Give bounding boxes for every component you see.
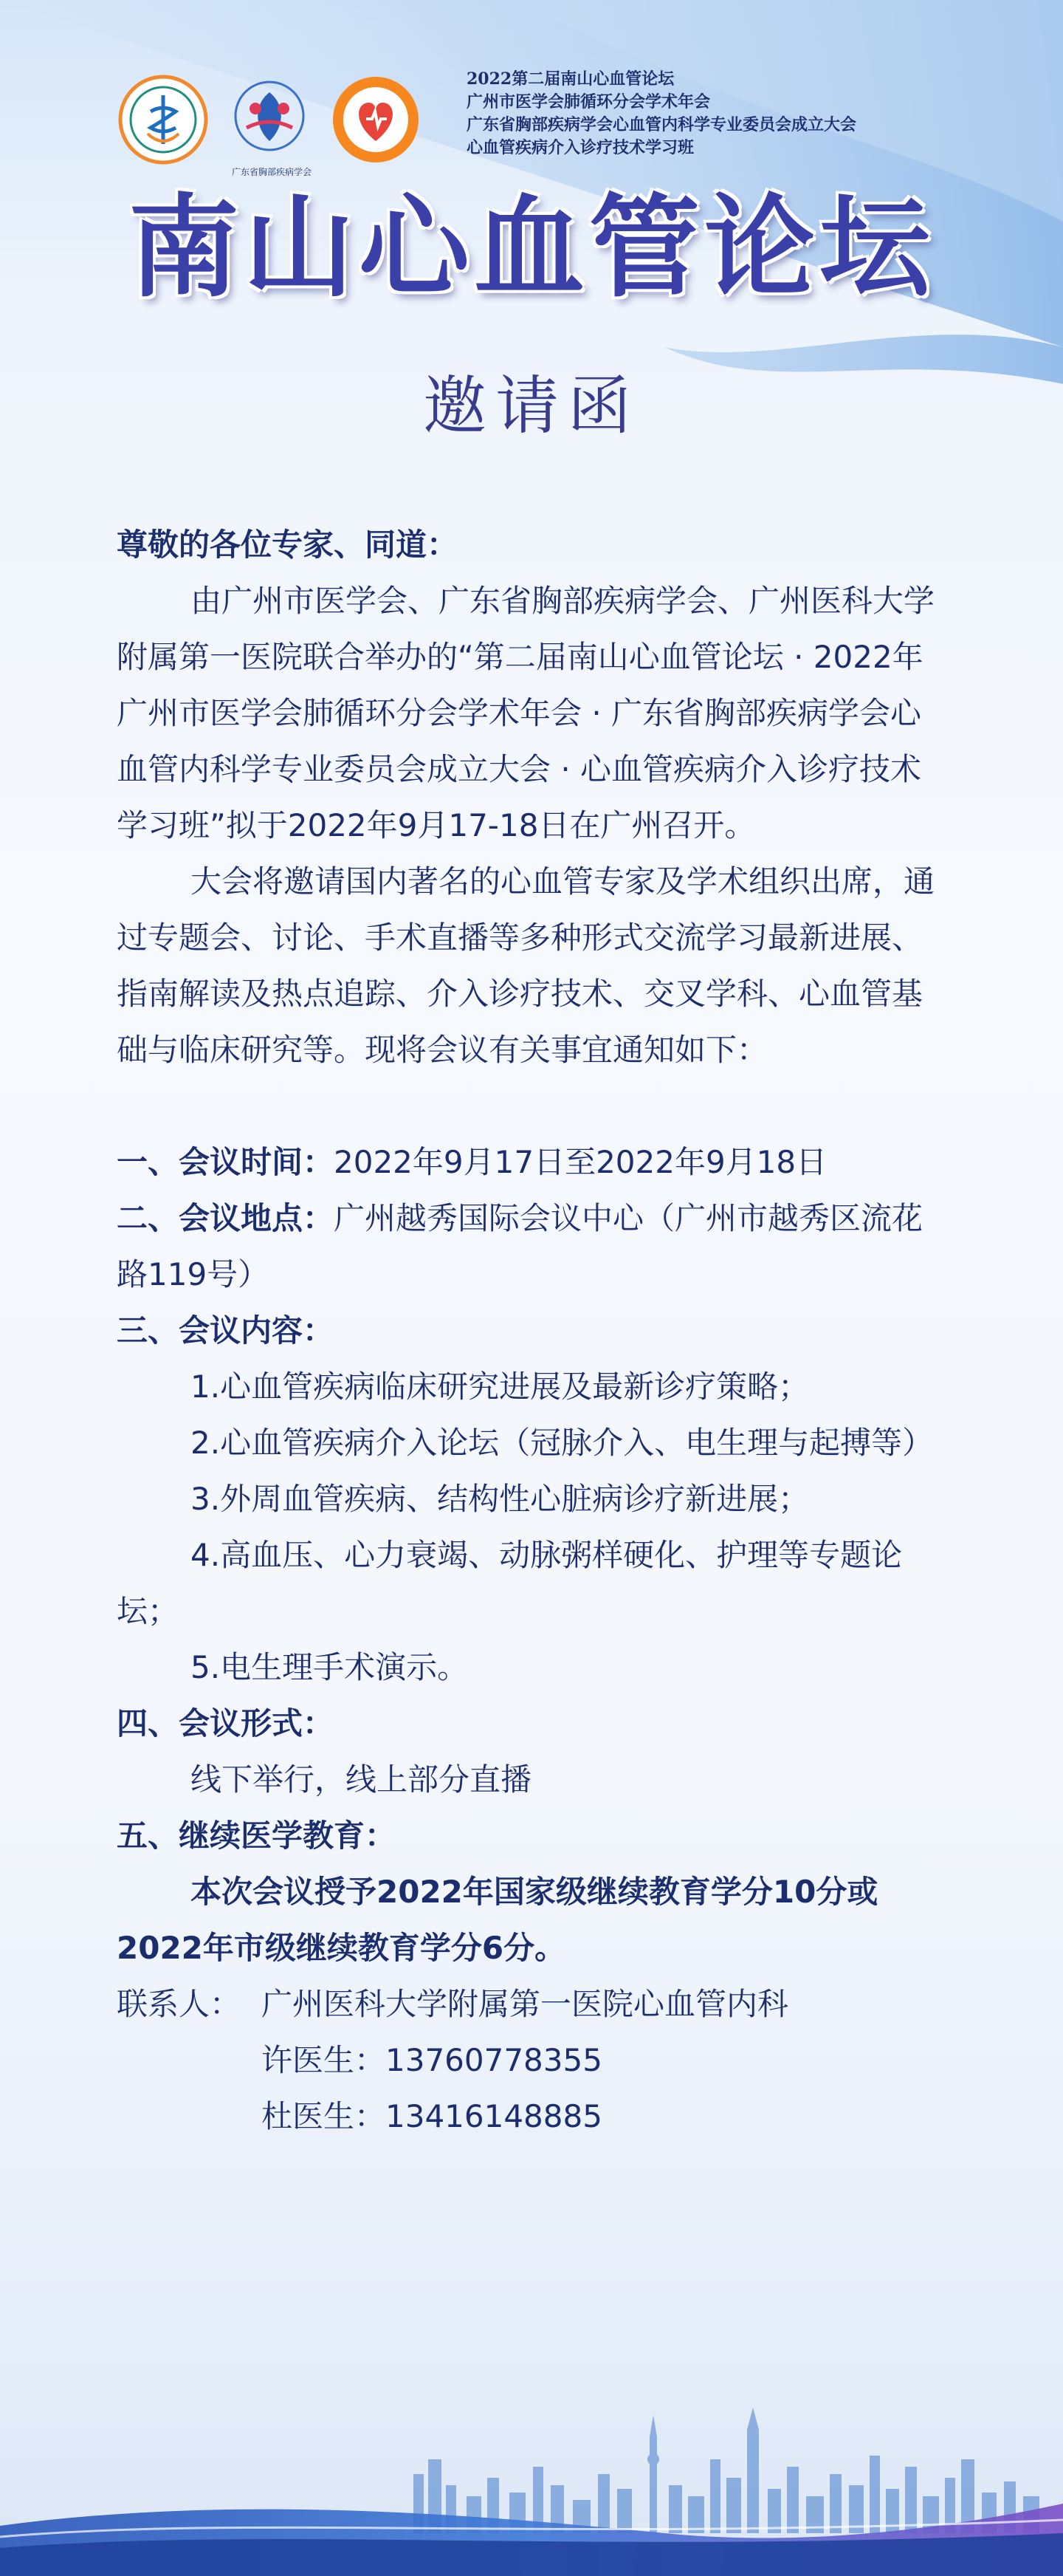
content-item: 2.心血管疾病介入论坛（冠脉介入、电生理与起搏等）	[190, 1425, 934, 1461]
contact-phone: 许医生：13760778355	[261, 2042, 602, 2078]
content-item: 4.高血压、心力衰竭、动脉粥样硬化、护理等专题论坛；	[117, 1537, 903, 1629]
logo-group	[118, 68, 421, 177]
meeting-content-label: 三、会议内容：	[117, 1312, 334, 1349]
meeting-time-label: 一、会议时间：	[117, 1144, 334, 1180]
meeting-form-label: 四、会议形式：	[117, 1705, 334, 1741]
contact-label: 联系人：	[117, 1986, 241, 2022]
contact-phone: 杜医生：13416148885	[261, 2098, 602, 2134]
event-name-line: 广州市医学会肺循环分会学术年会	[467, 92, 711, 112]
contact-organization: 广州医科大学附属第一医院心血管内科	[261, 1986, 789, 2022]
contact-row	[117, 1976, 951, 2032]
content-item: 1.心血管疾病临床研究进展及最新诊疗策略；	[190, 1368, 810, 1405]
meeting-place-value: 广州越秀国际会议中心（广州市越秀区流花路119号）	[117, 1200, 923, 1292]
event-name-line: 2022第二届南山心血管论坛	[467, 69, 675, 89]
logo-caption: 广东省胸部疾病学会	[231, 167, 312, 177]
salutation: 尊敬的各位专家、同道：	[117, 527, 458, 563]
content-item: 3.外周血管疾病、结构性心脏病诊疗新进展；	[190, 1481, 810, 1517]
invitation-body	[117, 517, 951, 2145]
guangdong-thoracic-disease-society-logo	[224, 75, 314, 177]
intro-paragraph: 由广州市医学会、广东省胸部疾病学会、广州医科大学附属第一医院联合举办的“第二届南山心血管论坛 · 2022年广州市医学会肺循环分会学术年会 · 广东省胸部疾病学会心血管内科学专业委员会成立大会 · 心血管疾病介入诊疗技术学习班”拟于2022年9月17-18日在广州召开。	[117, 583, 935, 843]
main-title: 南山心血管论坛	[128, 182, 935, 312]
meeting-place-label: 二、会议地点：	[117, 1200, 334, 1236]
guangzhou-medical-association-logo	[118, 75, 208, 165]
event-names	[467, 68, 998, 160]
meeting-time-value: 2022年9月17日至2022年9月18日	[334, 1144, 828, 1180]
agenda-paragraph: 大会将邀请国内著名的心血管专家及学术组织出席，通过专题会、讨论、手术直播等多种形式交流学习最新进展、指南解读及热点追踪、介入诊疗技术、交叉学科、心血管基础与临床研究等。现将会议有关事宜通知如下：	[117, 863, 935, 1068]
meeting-time	[117, 1134, 951, 1191]
event-name-line: 心血管疾病介入诊疗技术学习班	[467, 138, 695, 157]
spacer	[117, 1078, 951, 1134]
city-skyline-decoration	[0, 2349, 1063, 2576]
cme-label: 五、继续医学教育：	[117, 1818, 396, 1854]
meeting-form-value: 线下举行，线上部分直播	[190, 1761, 532, 1798]
invitation-title: 邀请函	[423, 369, 640, 443]
cme-value: 本次会议授予2022年国家级继续教育学分10分或2022年市级继续教育学分6分。	[117, 1874, 878, 1966]
meeting-place	[117, 1191, 951, 1303]
content-item: 5.电生理手术演示。	[190, 1649, 469, 1685]
hospital-heart-logo	[331, 75, 421, 165]
event-name-line: 广东省胸部疾病学会心血管内科学专业委员会成立大会	[467, 115, 857, 134]
